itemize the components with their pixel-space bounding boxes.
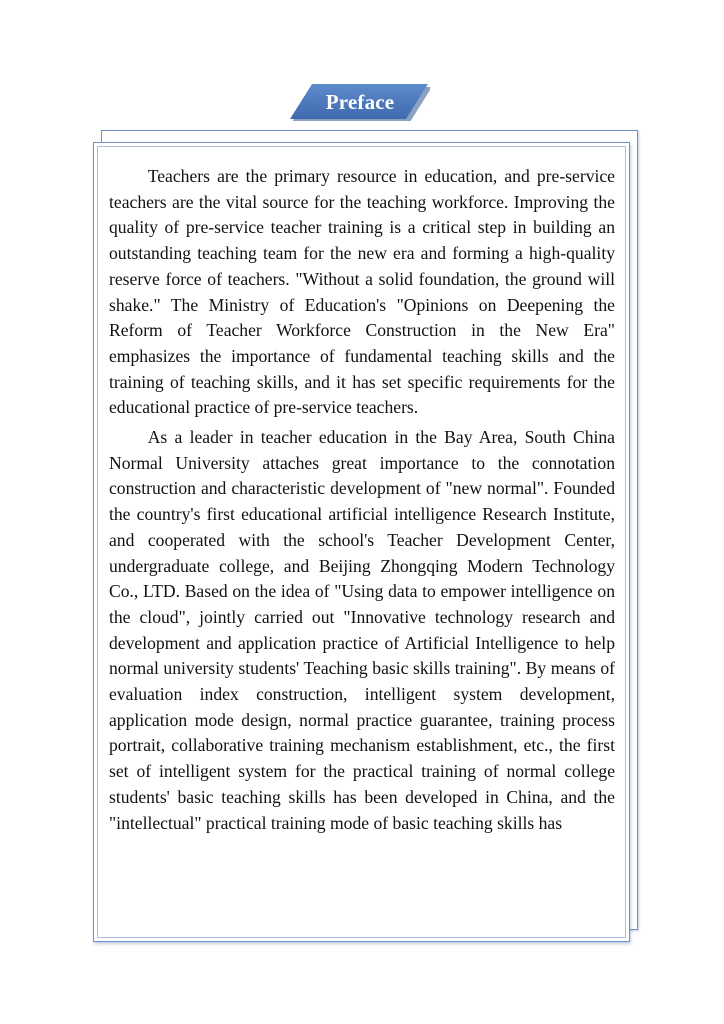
paragraph-2: As a leader in teacher education in the Bay Area, South China Normal University attaches great importance to the connotation construction and characteristic development of "new normal". Founded the country's first educational artificial intelligence Research Institute, and cooperated with the school's Teacher Development Center, undergraduate college, and Beijing Zhongqing Modern Technology Co., LTD. Based on the idea of "Using data to empower intelligence on the cloud", jointly carried out "Innovative technology research and development and application practice of Artificial Intelligence to help normal university students' Teaching basic skills training". By means of evaluation index construction, intelligent system development, application mode design, normal practice guarantee, training process portrait, collaborative training mechanism establishment, etc., the first set of intelligent system for the practical training of normal college students' basic teaching skills has been developed in China, and the "intellectual" practical training mode of basic teaching skills has [109, 427, 615, 833]
preface-body [109, 164, 615, 840]
paragraph-1: Teachers are the primary resource in education, and pre-service teachers are the vital source for the teaching workforce. Improving the quality of pre-service teacher training is a critical step in building an outstanding teaching team for the new era and forming a high-quality reserve force of teachers. "Without a solid foundation, the ground will shake." The Ministry of Education's "Opinions on Deepening the Reform of Teacher Workforce Construction in the New Era" emphasizes the importance of fundamental teaching skills and the training of teaching skills, and it has set specific requirements for the educational practice of pre-service teachers. [109, 166, 615, 418]
title-banner [290, 84, 430, 121]
page-title: Preface [325, 90, 395, 114]
